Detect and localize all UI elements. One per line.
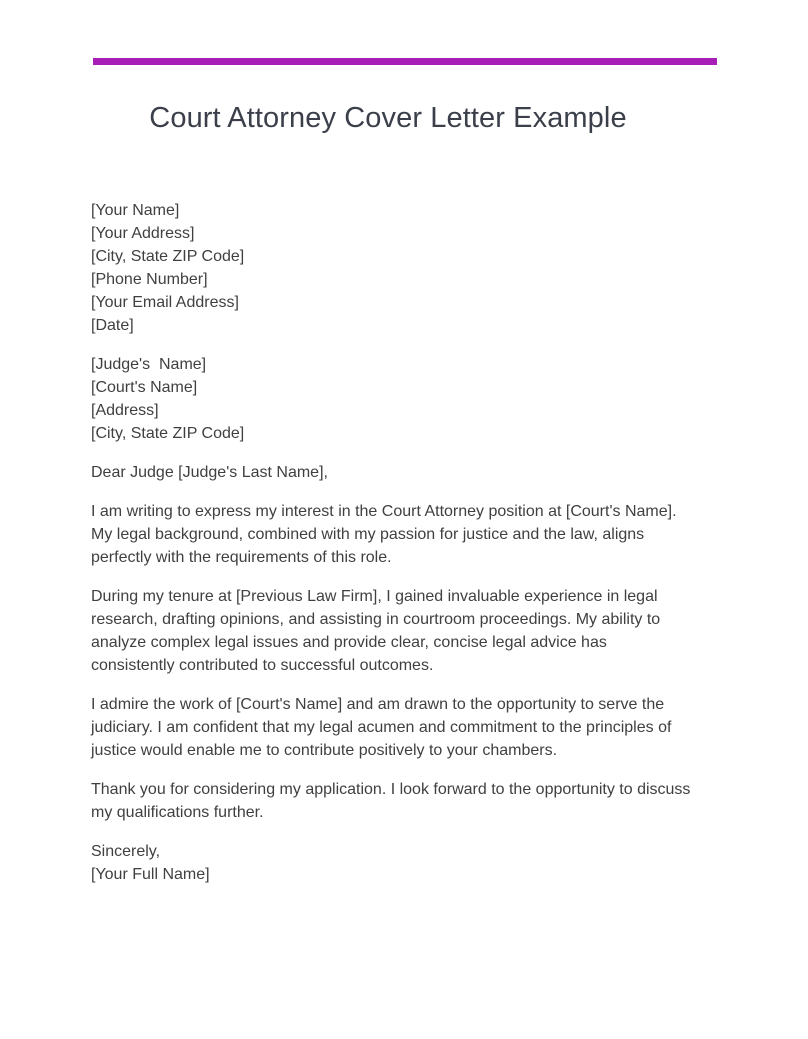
recipient-judge-name: [Judge's Name]	[91, 356, 207, 373]
recipient-address: [Address]	[91, 402, 159, 419]
body-paragraph: I admire the work of [Court's Name] and am drawn to the opportunity to serve the judiciary. I am confident that my legal acumen and commitment to the principles of justice would enable me to contribute positively to your chambers.	[91, 696, 672, 759]
recipient-address-block	[91, 353, 691, 445]
sender-address: [Your Address]	[91, 225, 195, 242]
letter-body	[91, 199, 691, 902]
body-paragraph: Thank you for considering my application. I look forward to the opportunity to discuss my qualifications further.	[91, 781, 691, 821]
sender-address-block	[91, 199, 691, 337]
salutation: Dear Judge [Judge's Last Name],	[91, 464, 328, 481]
closing-block	[91, 840, 691, 886]
sender-email: [Your Email Address]	[91, 294, 239, 311]
sender-phone: [Phone Number]	[91, 271, 208, 288]
closing: Sincerely,	[91, 843, 161, 860]
recipient-court-name: [Court's Name]	[91, 379, 198, 396]
sender-name: [Your Name]	[91, 202, 180, 219]
top-accent-rule	[93, 58, 717, 65]
recipient-city-state-zip: [City, State ZIP Code]	[91, 425, 245, 442]
letter-date: [Date]	[91, 317, 134, 334]
body-paragraph: I am writing to express my interest in the Court Attorney position at [Court's Name]. My legal background, combined with my passion for justice and the law, aligns perfectly with the requirements of this role.	[91, 503, 677, 566]
body-paragraph: During my tenure at [Previous Law Firm], I gained invaluable experience in legal research, drafting opinions, and assisting in courtroom proceedings. My ability to analyze complex legal issues and provide clear, concise legal advice has consistently contributed to successful outcomes.	[91, 588, 661, 674]
signature-name: [Your Full Name]	[91, 866, 210, 883]
page-title: Court Attorney Cover Letter Example	[149, 102, 627, 134]
sender-city-state-zip: [City, State ZIP Code]	[91, 248, 245, 265]
